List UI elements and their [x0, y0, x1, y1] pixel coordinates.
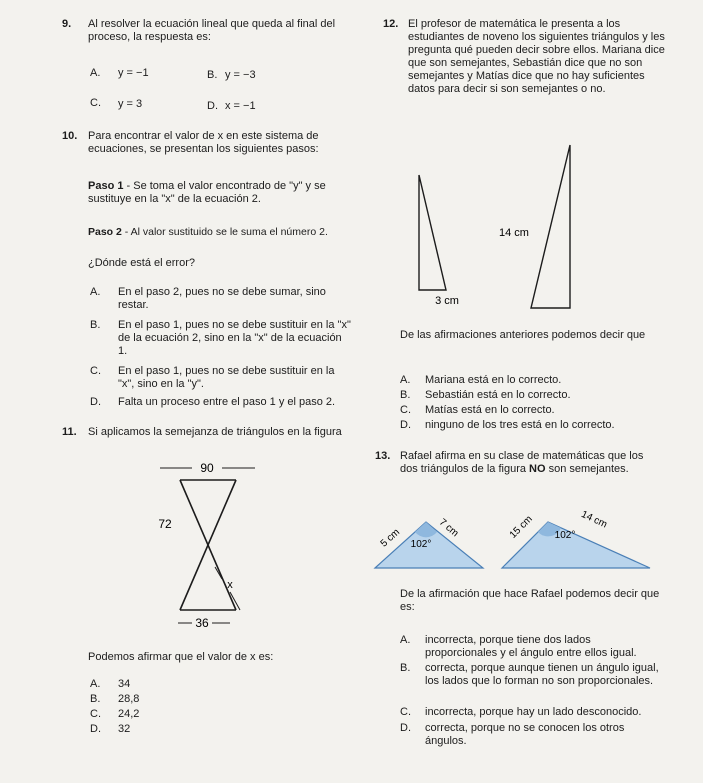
q13-text-bold: NO	[529, 463, 546, 475]
q13-option-d[interactable]: correcta, porque no se conocen los otros ángulos.	[425, 722, 625, 747]
q10-option-d[interactable]: Falta un proceso entre el paso 1 y el paso 2.	[118, 396, 336, 408]
q11-option-c-letter: C.	[90, 708, 101, 720]
q12-text: El profesor de matemática le presenta a los estudiantes de noveno los siguientes triángulos y les pregunta qué pueden decir sobre ellos. Mariana dice que son semejantes, Sebastián dice que no son semejantes y Matías dice que no hay suficientes datos para decir si son semejantes o no.	[408, 18, 665, 95]
q11-hourglass-figure	[150, 455, 260, 635]
q13-option-d-letter: D.	[400, 722, 411, 734]
q9-option-b[interactable]: y = −3	[225, 69, 256, 81]
q13-option-b[interactable]: correcta, porque aunque tienen un ángulo igual, los lados que lo forman no son proporcionales.	[425, 662, 659, 687]
q11-number: 11.	[62, 426, 77, 438]
q13-option-c-letter: C.	[400, 706, 411, 718]
q13-option-b-letter: B.	[400, 662, 411, 674]
q10-option-b-letter: B.	[90, 319, 101, 331]
q10-step1-label: Paso 1	[88, 180, 124, 192]
q11-text: Si aplicamos la semejanza de triángulos en la figura	[88, 426, 342, 438]
q11-option-b[interactable]: 28,8	[118, 693, 140, 705]
q10-text: Para encontrar el valor de x en este sistema de ecuaciones, se presentan los siguientes pasos:	[88, 130, 319, 155]
q9-text: Al resolver la ecuación lineal que queda al final del proceso, la respuesta es:	[88, 18, 336, 43]
q10-option-a[interactable]: En el paso 2, pues no se debe sumar, sino restar.	[118, 286, 326, 311]
q9-option-d[interactable]: x = −1	[225, 100, 256, 112]
label-3cm: 3 cm	[435, 295, 459, 307]
q13-option-a[interactable]: incorrecta, porque tiene dos lados proporcionales y el ángulo entre ellos igual.	[425, 634, 637, 659]
q9-option-a[interactable]: y = −1	[118, 67, 149, 79]
q10-option-c-letter: C.	[90, 365, 101, 377]
label-36: 36	[195, 616, 209, 630]
large-right-triangle	[531, 145, 570, 308]
q12-option-a-letter: A.	[400, 374, 411, 386]
q10-step1-text: - Se toma el valor encontrado de "y" y se sustituye en la "x" de la ecuación 2.	[88, 180, 326, 205]
q12-number: 12.	[383, 18, 399, 30]
t2-right-label: 14 cm	[579, 508, 609, 531]
q10-step2-label: Paso 2	[88, 226, 122, 238]
q13-triangles-figure	[370, 500, 660, 575]
label-90: 90	[200, 461, 214, 475]
q12-option-c[interactable]: Matías está en lo correcto.	[425, 404, 555, 416]
q13-number: 13.	[375, 450, 391, 462]
q9-option-c[interactable]: y = 3	[118, 98, 143, 110]
q12-option-c-letter: C.	[400, 404, 411, 416]
q13-text-before: Rafael afirma en su clase de matemáticas que los dos triángulos de la figura	[400, 450, 644, 475]
q9-option-b-letter: B.	[207, 69, 218, 81]
q12-option-d[interactable]: ninguno de los tres está en lo correcto.	[425, 419, 615, 431]
q11-option-b-letter: B.	[90, 693, 101, 705]
q13-prompt: De la afirmación que hace Rafael podemos decir que es:	[400, 588, 660, 613]
q10-option-c[interactable]: En el paso 1, pues no se debe sustituir en la "x", sino en la "y".	[118, 365, 335, 390]
t1-right-label: 7 cm	[436, 516, 461, 540]
q13-option-c[interactable]: incorrecta, porque hay un lado desconocido.	[425, 706, 642, 718]
t2-angle-label: 102°	[554, 530, 576, 541]
q11-option-c[interactable]: 24,2	[118, 708, 140, 720]
label-72: 72	[158, 517, 172, 531]
q11-statement: Podemos afirmar que el valor de x es:	[88, 651, 274, 663]
q13-text-after: son semejantes.	[545, 463, 629, 475]
q13-text	[400, 450, 652, 476]
t2-left-label: 15 cm	[507, 513, 535, 541]
q10-step2	[88, 226, 350, 239]
label-x: x	[227, 579, 233, 591]
q12-option-d-letter: D.	[400, 419, 411, 431]
q10-option-d-letter: D.	[90, 396, 101, 408]
q9-option-d-letter: D.	[207, 100, 218, 112]
q10-step2-text: - Al valor sustituido se le suma el número 2.	[121, 226, 328, 238]
q12-option-b[interactable]: Sebastián está en lo correcto.	[425, 389, 571, 401]
small-right-triangle	[419, 175, 446, 290]
q12-triangles-figure	[400, 140, 590, 325]
q10-step1	[88, 180, 350, 206]
label-14cm: 14 cm	[499, 227, 529, 239]
q9-option-a-letter: A.	[90, 67, 101, 79]
q9-number: 9.	[62, 18, 72, 30]
q11-option-d[interactable]: 32	[118, 723, 131, 735]
q10-question: ¿Dónde está el error?	[88, 257, 195, 269]
q12-option-b-letter: B.	[400, 389, 411, 401]
q11-option-d-letter: D.	[90, 723, 101, 735]
q12-prompt: De las afirmaciones anteriores podemos decir que	[400, 329, 646, 341]
q12-option-a[interactable]: Mariana está en lo correcto.	[425, 374, 562, 386]
q10-option-a-letter: A.	[90, 286, 101, 298]
q13-option-a-letter: A.	[400, 634, 411, 646]
q10-number: 10.	[62, 130, 78, 142]
q11-option-a-letter: A.	[90, 678, 101, 690]
q9-option-c-letter: C.	[90, 97, 101, 109]
t1-left-label: 5 cm	[378, 526, 403, 550]
t1-angle-label: 102°	[410, 539, 432, 550]
q10-option-b[interactable]: En el paso 1, pues no se debe sustituir en la "x" de la ecuación 2, sino en la "x" de la ecuación 1.	[118, 319, 351, 357]
q11-option-a[interactable]: 34	[118, 678, 131, 690]
